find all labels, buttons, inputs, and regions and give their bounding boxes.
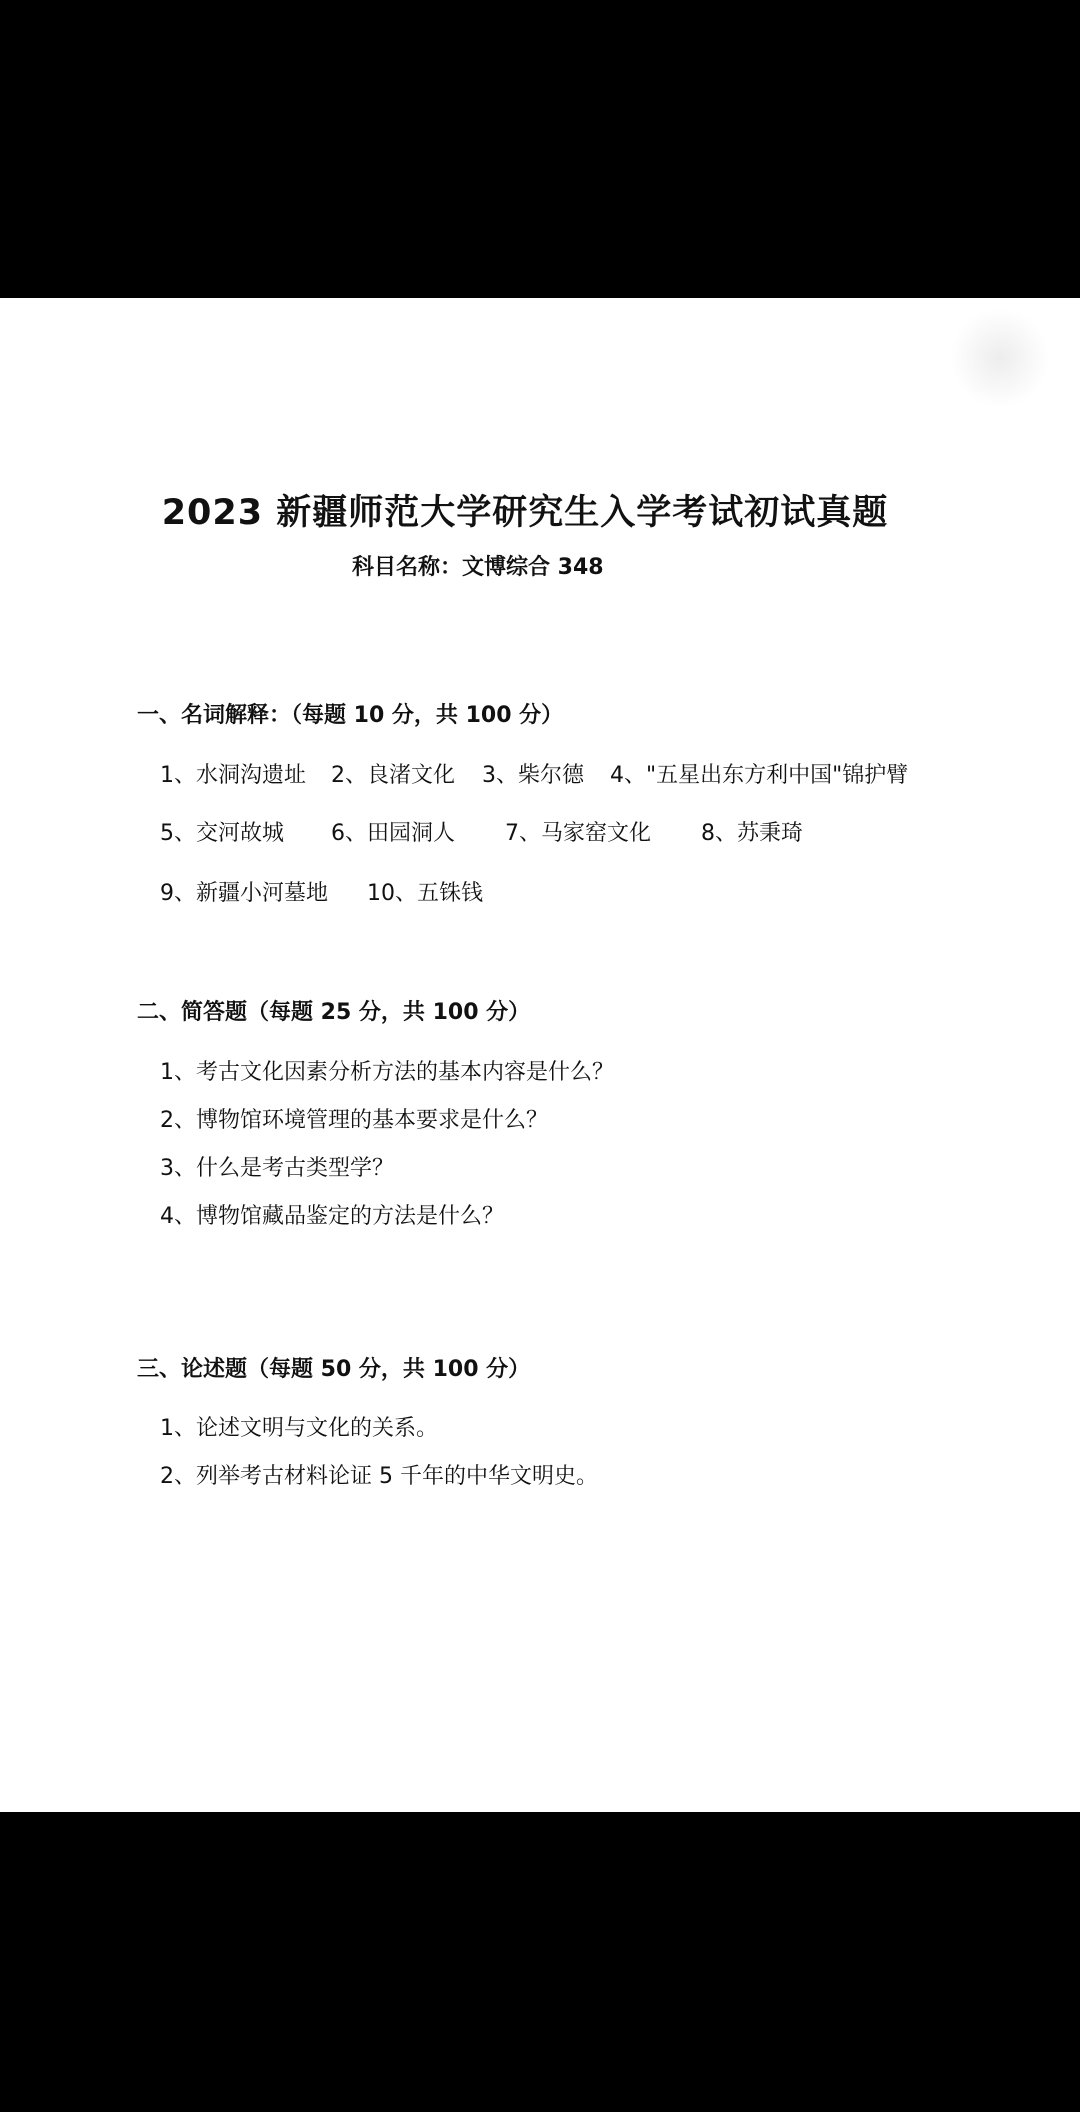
term-item: 4、"五星出东方利中国"锦护臂 [610,763,909,788]
question-item: 2、列举考古材料论证 5 千年的中华文明史。 [160,1464,598,1489]
term-item: 10、五铢钱 [367,881,483,906]
term-item: 2、良渚文化 [331,763,455,788]
scan-smudge [950,308,1050,408]
question-item: 2、博物馆环境管理的基本要求是什么？ [160,1108,548,1133]
term-item: 1、水洞沟遗址 [160,763,306,788]
exam-title: 2023 新疆师范大学研究生入学考试初试真题 [161,493,889,533]
term-item: 7、马家窑文化 [505,821,651,846]
question-item: 1、论述文明与文化的关系。 [160,1416,438,1441]
term-item: 6、田园洞人 [331,821,455,846]
bottom-black-bar [0,1812,1080,2112]
term-item: 9、新疆小河墓地 [160,881,328,906]
section-1-heading: 一、名词解释：（每题 10 分，共 100 分） [137,703,564,728]
question-item: 3、什么是考古类型学？ [160,1156,394,1181]
section-2-heading: 二、简答题（每题 25 分，共 100 分） [137,1000,531,1025]
term-item: 3、柴尔德 [482,763,584,788]
term-item: 5、交河故城 [160,821,284,846]
question-item: 1、考古文化因素分析方法的基本内容是什么？ [160,1060,614,1085]
top-black-bar [0,0,1080,298]
exam-paper [0,298,1080,1812]
subject-name: 科目名称：文博综合 348 [352,555,604,580]
question-item: 4、博物馆藏品鉴定的方法是什么？ [160,1204,504,1229]
section-3-heading: 三、论述题（每题 50 分，共 100 分） [137,1357,531,1382]
term-item: 8、苏秉琦 [701,821,803,846]
